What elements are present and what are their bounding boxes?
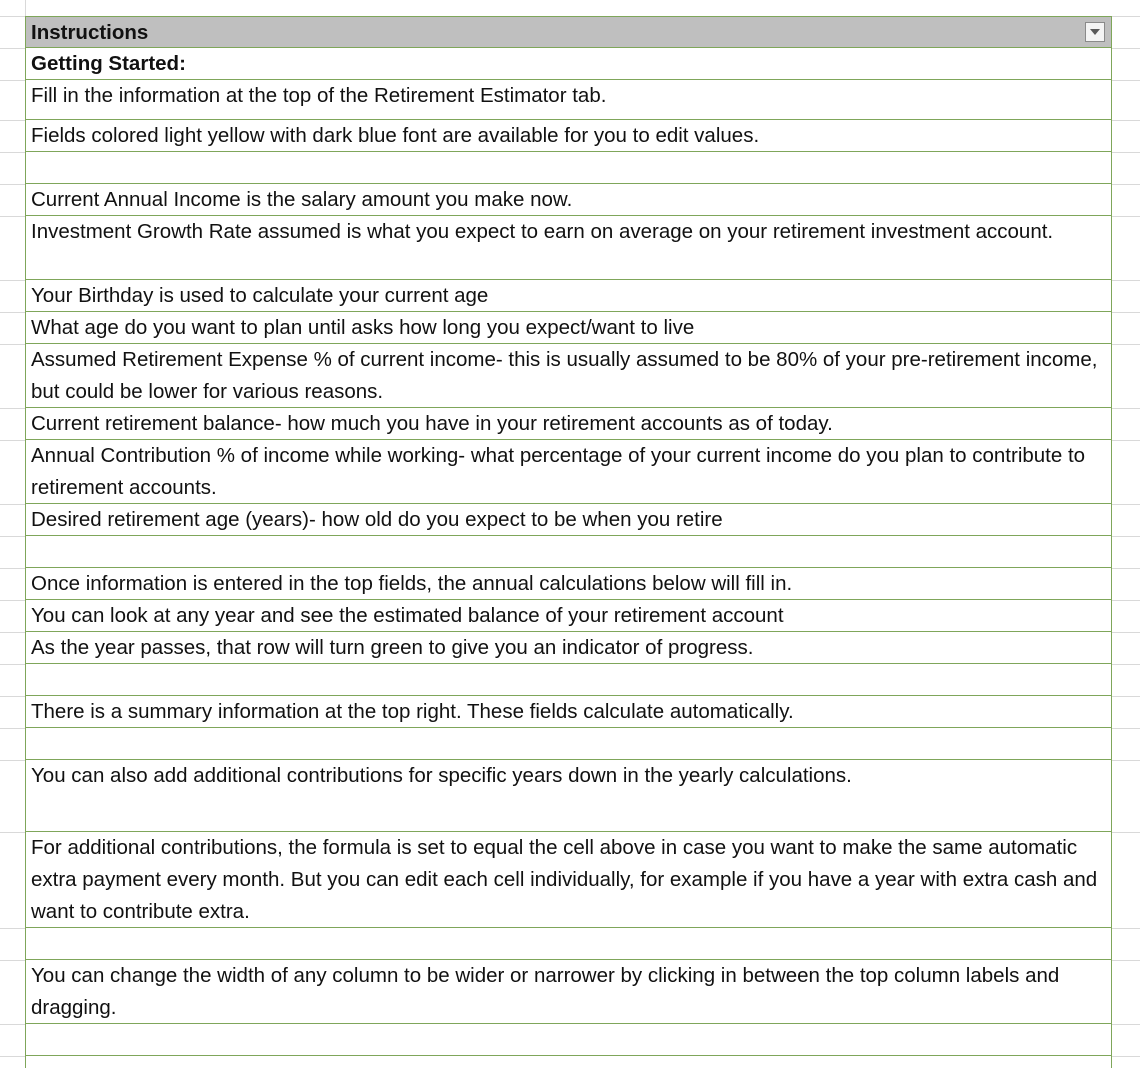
instruction-cell[interactable]: There is a summary information at the top right. These fields calculate automatically.: [26, 696, 1111, 728]
instruction-cell[interactable]: [26, 536, 1111, 568]
instruction-cell[interactable]: Desired retirement age (years)- how old do you expect to be when you retire: [26, 504, 1111, 536]
instruction-cell[interactable]: What age do you want to plan until asks how long you expect/want to live: [26, 312, 1111, 344]
instruction-cell[interactable]: Fill in the information at the top of the Retirement Estimator tab.: [26, 80, 1111, 120]
instruction-cell[interactable]: Getting Started:: [26, 48, 1111, 80]
instruction-cell[interactable]: [26, 928, 1111, 960]
instruction-cell[interactable]: [26, 1024, 1111, 1056]
instruction-cell[interactable]: Once information is entered in the top fields, the annual calculations below will fill in.: [26, 568, 1111, 600]
instruction-cell[interactable]: Annual Contribution % of income while working- what percentage of your current income do you plan to contribute to retirement accounts.: [26, 440, 1111, 504]
instructions-header-cell[interactable]: [26, 16, 1111, 48]
instruction-cell[interactable]: Current retirement balance- how much you have in your retirement accounts as of today.: [26, 408, 1111, 440]
instructions-table: [25, 16, 1112, 1068]
instructions-header-label: Instructions: [31, 21, 149, 44]
instruction-cell[interactable]: [26, 1056, 1111, 1068]
filter-dropdown-button[interactable]: [1085, 22, 1105, 42]
instruction-cell[interactable]: [26, 152, 1111, 184]
instruction-cell[interactable]: Assumed Retirement Expense % of current income- this is usually assumed to be 80% of your pre-retirement income, but could be lower for various reasons.: [26, 344, 1111, 408]
instruction-cell[interactable]: [26, 728, 1111, 760]
instruction-cell[interactable]: [26, 664, 1111, 696]
dropdown-arrow-icon: [1090, 29, 1100, 35]
instruction-cell[interactable]: For additional contributions, the formula is set to equal the cell above in case you want to make the same automatic extra payment every month. But you can edit each cell individually, for example if you have a year with extra cash and want to contribute extra.: [26, 832, 1111, 928]
instruction-cell[interactable]: Fields colored light yellow with dark blue font are available for you to edit values.: [26, 120, 1111, 152]
instruction-cell[interactable]: You can look at any year and see the estimated balance of your retirement account: [26, 600, 1111, 632]
instruction-cell[interactable]: Investment Growth Rate assumed is what you expect to earn on average on your retirement investment account.: [26, 216, 1111, 280]
instruction-cell[interactable]: You can also add additional contributions for specific years down in the yearly calculations.: [26, 760, 1111, 832]
instruction-cell[interactable]: As the year passes, that row will turn green to give you an indicator of progress.: [26, 632, 1111, 664]
instruction-cell[interactable]: Your Birthday is used to calculate your current age: [26, 280, 1111, 312]
instruction-cell[interactable]: You can change the width of any column to be wider or narrower by clicking in between the top column labels and dragging.: [26, 960, 1111, 1024]
instruction-cell[interactable]: Current Annual Income is the salary amount you make now.: [26, 184, 1111, 216]
